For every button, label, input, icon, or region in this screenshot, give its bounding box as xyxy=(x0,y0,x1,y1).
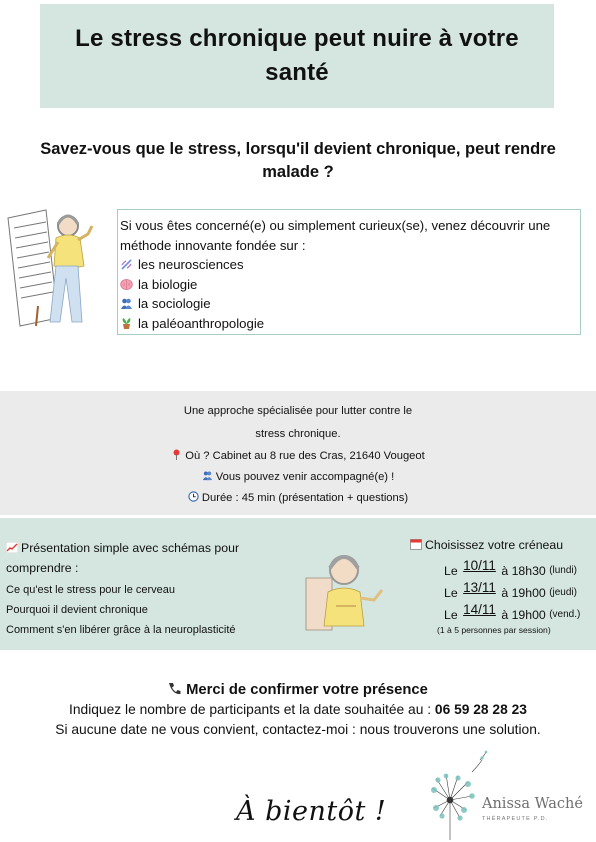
companion-row xyxy=(0,470,596,483)
confirm-line-1 xyxy=(0,700,596,720)
confirm-title-row xyxy=(0,680,596,700)
phone-number[interactable]: 06 59 28 28 23 xyxy=(434,702,527,717)
slot-prefix: Le xyxy=(444,608,458,622)
presentation-section xyxy=(0,518,596,650)
location-text: Où ? Cabinet au 8 rue des Cras, 21640 Vougeot xyxy=(185,450,425,462)
closing-text: À bientôt ! xyxy=(236,796,387,827)
logo-name: Anissa Waché xyxy=(482,796,583,812)
session-note: (1 à 5 personnes par session) xyxy=(437,625,551,635)
slot-time: à 19h00 xyxy=(501,608,546,622)
slot-date: 14/11 xyxy=(463,602,496,617)
slots-title: Choisissez votre créneau xyxy=(425,538,564,552)
slot-prefix: Le xyxy=(444,564,458,578)
list-item-label: les neurosciences xyxy=(138,257,244,272)
people-icon xyxy=(202,470,213,481)
pin-icon xyxy=(171,449,182,460)
slot-day: (jeudi) xyxy=(549,587,577,598)
confirm-section xyxy=(0,680,596,740)
woman-illustration xyxy=(302,548,386,634)
people-icon xyxy=(120,297,133,310)
topic-item: Comment s'en libérer grâce à la neuroplasticité xyxy=(6,624,236,636)
topic-item: Ce qu'est le stress pour le cerveau xyxy=(6,584,176,596)
slot-prefix: Le xyxy=(444,586,458,600)
list-item xyxy=(120,294,580,314)
presentation-title: Présentation simple avec schémas pour comprendre : xyxy=(6,541,240,575)
approach-section xyxy=(0,391,596,515)
slot-date: 10/11 xyxy=(463,558,496,573)
dna-icon xyxy=(120,258,133,271)
slot-item[interactable] xyxy=(444,580,577,600)
presentation-title-row xyxy=(6,538,276,578)
confirm-title: Merci de confirmer votre présence xyxy=(186,682,428,698)
approach-line-2: stress chronique. xyxy=(255,428,341,440)
info-box xyxy=(117,209,581,335)
duration-text: Durée : 45 min (présentation + questions) xyxy=(201,492,409,504)
list-item-label: la paléoanthropologie xyxy=(138,315,265,331)
list-item-label: la biologie xyxy=(138,276,198,292)
teacher-illustration xyxy=(6,206,106,330)
slot-item[interactable] xyxy=(444,558,577,578)
slots-title-row xyxy=(410,538,563,552)
brain-icon xyxy=(120,278,133,291)
method-list xyxy=(120,255,580,333)
duration-row xyxy=(0,491,596,504)
calendar-icon xyxy=(410,538,422,550)
list-item xyxy=(120,255,580,275)
slot-day: (lundi) xyxy=(549,565,577,576)
list-item xyxy=(120,314,580,334)
slot-item[interactable] xyxy=(444,602,581,622)
title-banner xyxy=(40,4,554,108)
question-heading: Savez-vous que le stress, lorsqu'il devient chronique, peut rendre malade ? xyxy=(40,140,556,181)
list-item xyxy=(120,275,580,295)
potted-plant-icon xyxy=(120,317,133,330)
location-row xyxy=(0,449,596,462)
info-intro: Si vous êtes concerné(e) ou simplement curieux(se), venez découvrir une méthode innovante fondée sur : xyxy=(120,218,551,253)
slot-day: (vend.) xyxy=(549,609,581,620)
confirm-line-2: Si aucune date ne vous convient, contactez-moi : nous trouverons une solution. xyxy=(55,722,541,737)
logo-subtitle: THÉRAPEUTE P.D. xyxy=(482,816,549,822)
topic-item: Pourquoi il devient chronique xyxy=(6,604,148,616)
confirm-instruction: Indiquez le nombre de participants et la date souhaitée au : xyxy=(69,702,432,717)
chart-increasing-icon xyxy=(6,542,18,553)
slot-time: à 19h00 xyxy=(501,586,546,600)
phone-icon xyxy=(168,682,182,695)
page-title: Le stress chronique peut nuire à votre santé xyxy=(75,25,519,86)
slot-time: à 18h30 xyxy=(501,564,546,578)
clock-icon xyxy=(188,491,199,502)
list-item-label: la sociologie xyxy=(138,296,211,311)
slot-date: 13/11 xyxy=(463,580,496,595)
dandelion-logo xyxy=(428,748,590,842)
approach-line-1: Une approche spécialisée pour lutter contre le xyxy=(183,405,413,417)
companion-text: Vous pouvez venir accompagné(e) ! xyxy=(215,471,395,483)
